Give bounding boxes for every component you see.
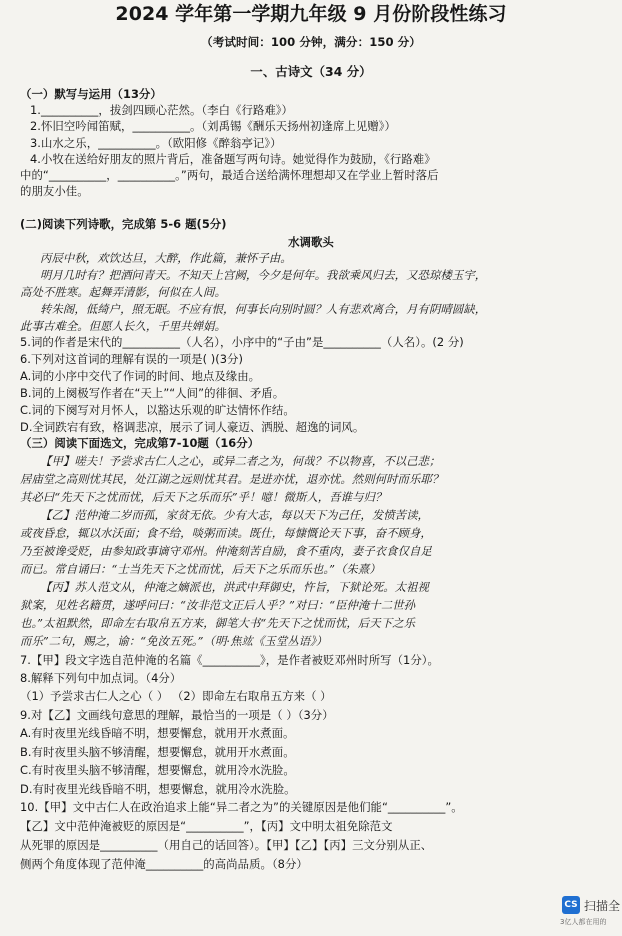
question-line: 【乙】文中范仲淹被贬的原因是“__________”，【丙】文中明太祖免除范文 — [20, 819, 393, 833]
question-line: 6.下列对这首词的理解有误的一项是( )(3分) — [20, 352, 243, 366]
question-line: （1）予尝求古仁人之心（ ） （2）即命左右取帛五方来（ ） — [20, 689, 332, 703]
question-line: 10.【甲】文中古仁人在政治追求上能“异二者之为”的关键原因是他们能“__________”。 — [20, 800, 463, 814]
poem-preface: 丙辰中秋，欢饮达旦，大醉，作此篇，兼怀子由。 — [40, 251, 292, 265]
option-line: D.全词跌宕有致，格调悲凉，展示了词人豪迈、洒脱、超逸的词风。 — [20, 420, 365, 434]
option-line: A.词的小序中交代了作词的时间、地点及缘由。 — [20, 369, 261, 383]
option-line: B.有时夜里头脑不够清醒，想要懈怠，就用开水煮面。 — [20, 745, 295, 759]
question-line: 中的“__________，__________。”两句，最适合送给满怀理想却又在学业上暂时落后 — [20, 168, 439, 182]
scanner-name: 扫描全 — [584, 899, 621, 913]
passage-text: 而乐”二句，赐之，谕：“免汝五死。”（明·焦竑《玉堂丛语》） — [20, 634, 328, 648]
exam-info: （考试时间：100 分钟，满分：150 分） — [201, 35, 421, 49]
page-title: 2024 学年第一学期九年级 9 月份阶段性练习 — [115, 3, 507, 25]
question-line: 9.对【乙】文画线句意思的理解，最恰当的一项是（ ）（3分） — [20, 708, 334, 722]
scanner-logo-icon: CS — [562, 896, 580, 914]
question-line: 侧两个角度体现了范仲淹__________的高尚品质。（8分） — [20, 857, 308, 871]
passage-text: 狱案，见姓名籍贯，遂呼问曰：“汝非范文正后人乎？”对曰：“臣仲淹十二世孙 — [20, 598, 416, 612]
question-line: 8.解释下列句中加点词。（4分） — [20, 671, 182, 685]
option-line: A.有时夜里光线昏暗不明，想要懈怠，就用开水煮面。 — [20, 726, 295, 740]
question-line: 从死罪的原因是__________（用自己的话回答）。【甲】【乙】【丙】三文分别从正、 — [20, 838, 433, 852]
poem-text: 此事古难全。但愿人长久，千里共婵娟。 — [20, 319, 226, 333]
question-line: 的朋友小佳。 — [20, 184, 89, 198]
poem-title: 水调歌头 — [288, 235, 334, 249]
question-line: 1.__________，拔剑四顾心茫然。（李白《行路难》） — [30, 103, 293, 117]
option-line: C.词的下阕写对月怀人，以豁达乐观的旷达情怀作结。 — [20, 403, 295, 417]
question-line: 2.怀旧空吟闻笛赋，__________。（刘禹锡《酬乐天扬州初逢席上见赠》） — [30, 119, 396, 133]
poem-text: 明月几时有？把酒问青天。不知天上宫阙，今夕是何年。我欲乘风归去，又恐琼楼玉宇， — [40, 268, 487, 282]
question-line: 3.山水之乐，__________。（欧阳修《醉翁亭记》） — [30, 136, 282, 150]
passage-text: 居庙堂之高则忧其民，处江湖之远则忧其君。是进亦忧，退亦忧。然则何时而乐耶？ — [20, 472, 444, 486]
part-heading: （一）默写与运用（13分） — [20, 87, 162, 101]
question-line: 5.词的作者是宋代的__________（人名），小序中的“子由”是__________（人名）。(2 分) — [20, 335, 464, 349]
poem-text: 高处不胜寒。起舞弄清影，何似在人间。 — [20, 285, 226, 299]
passage-text: 【乙】范仲淹二岁而孤，家贫无依。少有大志，每以天下为己任，发愤苦读， — [40, 508, 429, 522]
passage-text: 而已。常自诵曰：“士当先天下之忧而忧，后天下之乐而乐也。”（朱熹） — [20, 562, 381, 576]
scanner-slogan: 3亿人都在用的 — [560, 918, 607, 926]
passage-text: 其必曰“先天下之忧而忧，后天下之乐而乐”乎！噫！微斯人，吾谁与归？ — [20, 490, 387, 504]
passage-text: 【甲】嗟夫！予尝求古仁人之心，或异二者之为，何哉？不以物喜，不以己悲； — [40, 454, 441, 468]
part-heading: (二)阅读下列诗歌，完成第 5-6 题(5分) — [20, 217, 227, 231]
poem-text: 转朱阁，低绮户，照无眠。不应有恨，何事长向别时圆？人有悲欢离合，月有阴晴圆缺， — [40, 302, 487, 316]
passage-text: 也。”太祖默然，即命左右取帛五方来，御笔大书“先天下之忧而忧，后天下之乐 — [20, 616, 416, 630]
passage-text: 或夜昏怠，辄以水沃面；食不给，啖粥而读。既仕，每慷慨论天下事，奋不顾身， — [20, 526, 432, 540]
option-line: B.词的上阕极写作者在“天上”“人间”的徘徊、矛盾。 — [20, 386, 285, 400]
question-line: 7.【甲】段文字选自范仲淹的名篇《__________》，是作者被贬邓州时所写（1分）。 — [20, 653, 439, 667]
passage-text: 【丙】苏人范文从，仲淹之嫡派也，洪武中拜御史，忤旨，下狱论死。太祖视 — [40, 580, 429, 594]
question-line: 4.小牧在送给好朋友的照片背后，准备题写两句诗。她觉得作为鼓励，《行路难》 — [30, 152, 436, 166]
option-line: C.有时夜里头脑不够清醒，想要懈怠，就用冷水洗脸。 — [20, 763, 295, 777]
part-heading: （三）阅读下面选文，完成第7-10题（16分） — [20, 436, 260, 450]
option-line: D.有时夜里光线昏暗不明，想要懈怠，就用冷水洗脸。 — [20, 782, 296, 796]
section-heading: 一、古诗文（34 分） — [250, 64, 372, 79]
passage-text: 乃至被谗受贬，由参知政事谪守邓州。仲淹刻苦自励，食不重肉，妻子衣食仅自足 — [20, 544, 432, 558]
